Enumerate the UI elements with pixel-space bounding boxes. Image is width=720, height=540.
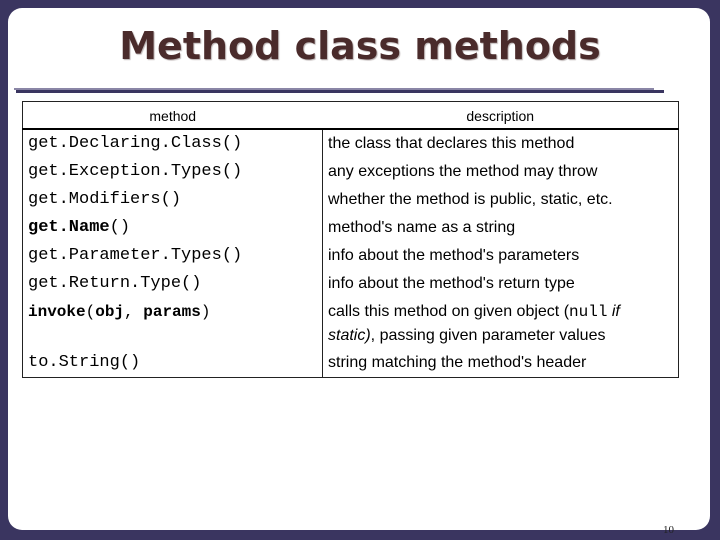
table-row [23,298,679,349]
description-cell: string matching the method's header [328,354,587,371]
desc-if: if [607,303,620,320]
description-cell: any exceptions the method may throw [328,163,598,180]
title-rule-shadow [16,90,664,93]
method-name-bold: invoke [28,303,86,321]
method-cell: get.Parameter.Types() [23,242,323,270]
table-row [23,349,679,378]
description-cell: info about the method's return type [328,275,575,292]
desc-part: , passing given parameter values [370,327,606,344]
table-row [23,214,679,242]
method-arg-separator: , [124,303,144,321]
title-rule [14,88,654,90]
method-open-paren: ( [85,303,96,321]
table-row [23,129,679,158]
description-column-header: description [323,102,679,130]
description-cell: method's name as a string [328,219,516,236]
method-close-paren: ) [200,303,211,321]
page-number: 10 [663,524,674,536]
methods-table [22,101,679,378]
method-cell: to.String() [23,349,323,378]
method-name-bold: get.Name [28,218,110,237]
desc-static: static) [328,327,371,344]
method-parens: () [109,218,131,237]
table-row [23,186,679,214]
desc-null: null [569,303,608,321]
table-row [23,158,679,186]
table-header-row [23,102,679,130]
method-cell: get.Declaring.Class() [23,129,323,158]
method-cell: get.Return.Type() [23,270,323,298]
description-cell: the class that declares this method [328,135,575,152]
desc-part: calls this method on given object ( [328,303,570,320]
method-arg-obj: obj [95,303,125,321]
method-cell [23,298,323,349]
description-cell: info about the method's parameters [328,247,580,264]
slide-title: Method class methods [119,24,601,68]
table-row [23,242,679,270]
method-cell [23,214,323,242]
method-column-header: method [23,102,323,130]
description-cell: whether the method is public, static, etc. [328,191,613,208]
description-cell [323,298,679,349]
method-arg-params: params [143,303,201,321]
method-cell: get.Exception.Types() [23,158,323,186]
method-cell: get.Modifiers() [23,186,323,214]
table-row [23,270,679,298]
